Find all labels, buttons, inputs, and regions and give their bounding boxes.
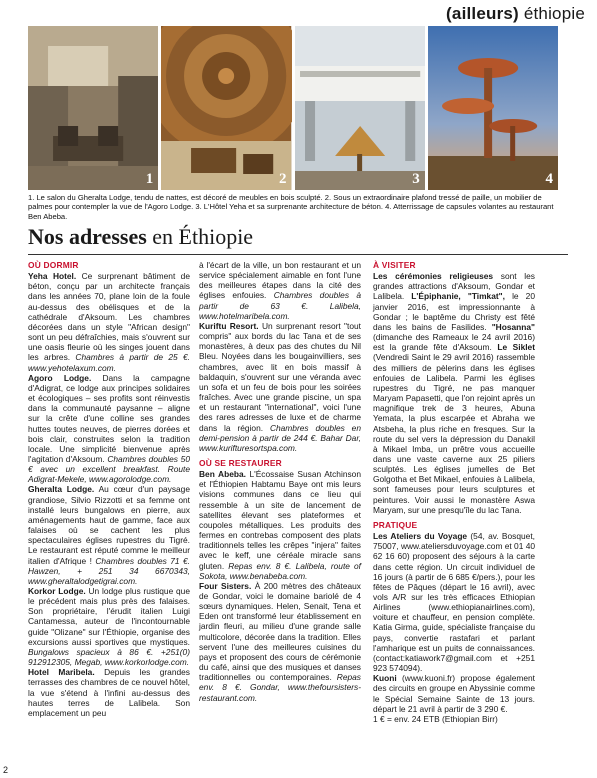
listing-four-sisters [199, 581, 361, 703]
column-2 [199, 260, 361, 703]
currency-note: 1 € = env. 24 ETB (Ethiopian Birr) [373, 713, 498, 724]
listing-text: Dans la campagne d'Adigrat, ce lodge aux principes solidaires et écologiques – ses profits sont réinvestis dans la communauté paysanne – aligne sur la crête d'une colline ses grandes huttes toutes neuves, de pierres dorées et bois clair, construites selon la tradition locale. Une simplicité bienvenue après l'agitation d'Aksoum. [28, 372, 190, 464]
visit-text: (Vendredi Saint le 29 avril 2016) rassemble des milliers de pèlerins dans les églises enfouies de Lalibela. Parmi les églises rupestres du Tigré, ne pas manquer Maryam Papasetti, que l'on rejoint après un magnifique trek de 3 heures, Abuna Yemata, la plus escarpée et Abraha we Atsbeha, la plus riche en fresques. Sur la route du sel vers la dépression du Danakil à Mikael Imba, un prêtre vous accueille dans une vaste caverne aux 25 piliers sculptés. Les églises jumelles de Bet Golgotha et Bet Mikael, enfouies à Lalibela, sont fameuses pour leurs sculptures et peintures. Voir aussi le monastère Aswa Maryam, sur une presqu'île du lac Tana. [373, 352, 535, 515]
listing-text: Un lodge plus rustique que le précédent mais plus près des falaises. Son propriétaire, l'érudit italien Luigi Cantamessa, auteur de l'incontournable guide "Olizane" sur l'Éthiopie, organise des excursions aussi sportives que mystiques. [28, 586, 190, 647]
practical-ateliers [373, 531, 535, 673]
listing-ben-abeba [199, 469, 361, 581]
visit-name: "Hosanna" [491, 321, 535, 332]
photo-strip [28, 26, 558, 190]
visit-name: L'Épiphanie, "Timkat", [411, 291, 505, 302]
section-heading-a-visiter: À VISITER [373, 260, 416, 270]
practical-kuoni [373, 673, 535, 714]
visit-paragraph [373, 271, 535, 515]
listing-kuriftu-resort [199, 321, 361, 453]
practical-name: Les Ateliers du Voyage [373, 531, 468, 542]
listing-korkor-lodge [28, 586, 190, 667]
listing-text: L'Écossaise Susan Atchinson et l'Éthiopien Habtamu Baye ont mis leurs visions communes dans ce lieu qui ressemble à un site de lancement de satellites élevant ses plateformes et coupoles métalliques. Les produits des fermes en contrebas composent des plats traditionnels telles les crêpes "injera" faites avec le keff, une céréale miracle sans gluten. [199, 469, 361, 571]
listing-name: Kuriftu Resort. [199, 320, 259, 331]
listing-info: Bungalows spacieux à 86 €. +251(0) 912912305, Megab, www.korkorlodge.com. [28, 646, 190, 668]
listing-yeha-hotel [28, 271, 190, 373]
concrete-hotel-photo [295, 26, 425, 190]
practical-text: (54, av. Bosquet, 75007, www.ateliersduvoyage.com et 01 40 62 16 60) proposent des séjours à la carte dans cette région. Un circuit individuel de 16 jours (à partir de 6 685 €/pers.), pour les fêtes de Pâques (départ le 16 avril), avec vols A/R sur les très efficaces Ethiopian Airlines (www.ethiopianairlines.com), voiture et chauffeur, en pension complète. Katia Girma, guide, spécialiste française du pays, convertie rastafari et parlant l'amharique est un puits de connaissances.(contact:katiawork7@gmail.com et +251 923 574094). [373, 531, 536, 674]
title-rest: en Éthiopie [146, 224, 254, 249]
visit-text: (dimanche des Rameaux le 24 avril 2016) est la grande fête d'Aksoum. [373, 332, 535, 353]
column-3 [373, 260, 535, 724]
practical-name: Kuoni [373, 673, 397, 684]
listing-info: Repas env. 8 €. Lalibela, route of Sokota, www.benabeba.com. [199, 560, 361, 581]
title-divider [28, 254, 568, 255]
practical-text: (www.kuoni.fr) propose également des circuits en groupe en Abyssinie comme le Spécial Semaine Sainte de 13 jours. départ le 21 avril à partir de 3 290 €. [373, 673, 535, 714]
photo-number: 2 [279, 171, 287, 187]
photo-number: 4 [545, 171, 553, 187]
listing-name: Korkor Lodge. [28, 586, 86, 596]
straw-ceiling-photo [161, 26, 291, 190]
listing-info: Repas env. 8 €. Gondar, www.thefoursisters-restaurant.com. [199, 672, 361, 703]
photo-yeha-hotel [295, 26, 425, 190]
listing-text: Ce surprenant bâtiment de béton, conçu par un architecte français dans les années 70, plane loin de la foule au-dessus des obélisques et de la cathédrale d'Aksoum. Les chambres décorées dans un style "African design" sont un peu défraîchies, mais s'ouvrent sur une oasis fleurie où les singes jouent dans les arbres. [28, 271, 190, 363]
page-title [28, 224, 253, 250]
title-bold: Nos adresses [28, 224, 147, 249]
listing-gheralta-lodge [28, 484, 190, 586]
section-header [446, 4, 585, 24]
listing-name: Yeha Hotel. [28, 271, 77, 282]
listing-text: à l'écart de la ville, un bon restaurant et un service spécialement aimable en font l'une des meilleures étapes dans la cité des églises enfouies. [199, 260, 361, 301]
listing-name: Hotel Maribela. [28, 667, 95, 678]
section-heading-pratique: PRATIQUE [373, 519, 418, 530]
listing-name: Four Sisters. [199, 580, 252, 591]
section-heading-ou-se-restaurer: OÙ SE RESTAURER [199, 457, 282, 468]
listing-info: Chambres à partir de 25 €. www.yehotelaxum.com. [28, 352, 190, 373]
listing-name: Ben Abeba. [199, 469, 246, 480]
photo-agoro-ceiling [161, 26, 291, 190]
visit-name: Les cérémonies religieuses [373, 271, 494, 282]
listing-name: Agoro Lodge. [28, 372, 92, 383]
photo-ben-abeba [428, 26, 558, 190]
photo-number: 3 [412, 171, 420, 187]
photo-caption: 1. Le salon du Gheralta Lodge, tendu de nattes, est décoré de meubles en bois sculpté. 2. Sous un extraordinaire plafond tressé de paille, un mobilier de palmes pour contempler la vue de l'Agoro Lodge. 3. L'Hôtel Yeha et sa surprenante architecture de béton. 4. Atterrissage de capsules volantes au restaurant Ben Abeba. [28, 193, 554, 221]
listing-info: Chambres doubles 71 €. Hawzen, + 251 34 6670343, www.gheraltalodgetigrai.com. [28, 555, 191, 586]
listing-agoro-lodge [28, 373, 190, 485]
listing-text: Un surprenant resort "tout compris" aux bords du lac Tana et de ses monastères, à deux pas des chutes du Nil Bleu. Noyées dans les bougainvilliers, ses chambres, avec lit en bois massif à baldaquin, s'ouvrent sur une véranda avec un sofa et un feu de bois pour les soirées fraîches. Avec une grande piscine, un spa et un restaurant "international", voici l'une des rares adresses de luxe et de charme dans la région. [199, 320, 362, 433]
listing-info: Chambres doubles en demi-pension à partir de 244 €. Bahar Dar, www.kurifturesortspa.com. [199, 422, 361, 453]
section-heading-ou-dormir: OÙ DORMIR [28, 260, 79, 270]
listing-hotel-maribela-cont [199, 260, 361, 321]
listing-text: Au cœur d'un paysage grandiose, Silvio Rizzotti et sa femme ont installé leurs bungalows en pierre, aux aménagements haut de gamme, face aux falaises où se cachent les plus spectaculaires églises rupestres du Tigré. Le restaurant est réputé comme le meilleur italien d'Afrique ! [28, 484, 190, 566]
listing-text: Depuis les grandes terrasses des chambres de ce nouvel hôtel, la vue s'étend à l'infini au-dessus des hautes terres de Lalibela. Son emplacement un peu [28, 667, 191, 718]
listing-hotel-maribela [28, 667, 190, 718]
listing-name: Gheralta Lodge. [28, 484, 95, 495]
section-destination: éthiopie [523, 4, 585, 23]
listing-text: À 200 mètres des châteaux de Gondar, voici le domaine bariolé de 4 sœurs dynamiques. Helen, Senait, Tena et Eden ont transformé leur établissement en jardin fleuri, au milieu d'une grande salle multicolore, décorée dans la tradition. Elles servent l'une des meilleures cuisines du pays et proposent des cours de cérémonie du café, ainsi que des musiques et danses traditionnelles ou contemporaines. [199, 580, 361, 683]
listing-info: Chambres doubles à partir de 63 €. Lalibela, www.hotelmaribela.com. [199, 290, 361, 321]
listing-info: Chambres doubles 50 € avec un excellent breakfast. Route Adigrat-Mekele, www.agorolodge.com. [28, 453, 190, 485]
photo-number: 1 [145, 171, 154, 187]
photo-gheralta-salon [28, 26, 158, 190]
visit-text: le 20 janvier 2016, est impressionnante à Gondar ; le baptême du Christy est fêté dans les bains de Fasilides. [373, 291, 535, 332]
visit-name: Le Siklet [497, 342, 535, 353]
visit-text: sont les grandes attractions d'Aksoum, Gondar et Lalibela. [373, 271, 535, 302]
section-category: (ailleurs) [446, 4, 519, 23]
lodge-salon-photo [28, 26, 158, 190]
ben-abeba-photo [428, 26, 558, 190]
page-number: 2 [3, 765, 9, 775]
column-1 [28, 260, 190, 718]
